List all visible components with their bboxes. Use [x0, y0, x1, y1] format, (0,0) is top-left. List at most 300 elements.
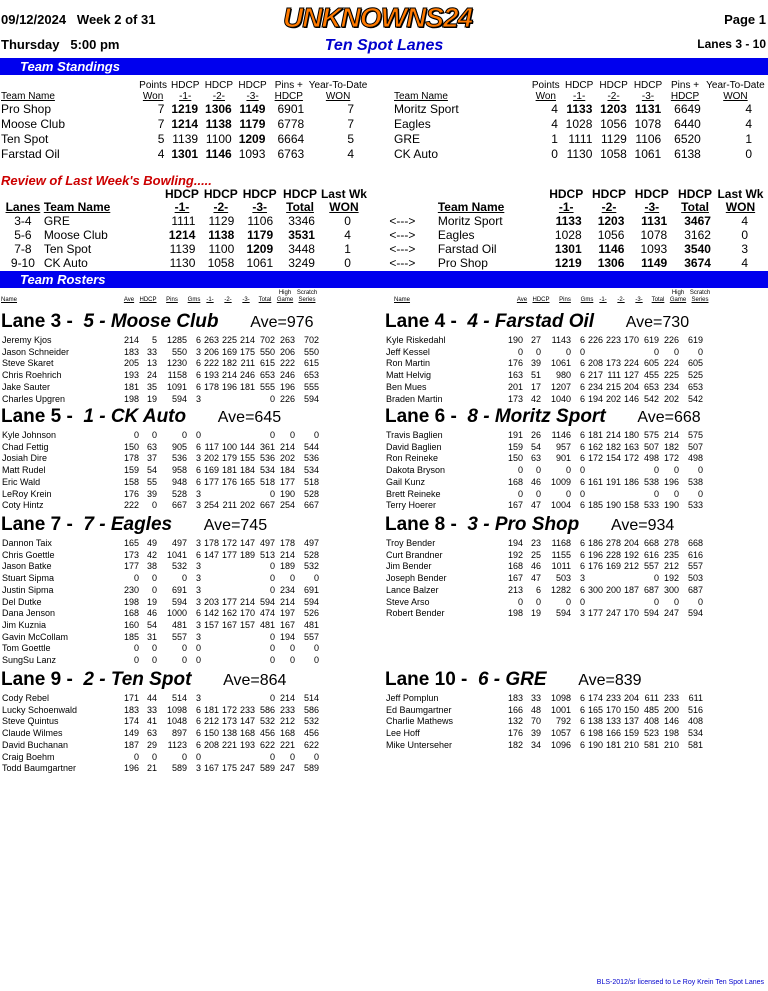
player-stat: 214 — [279, 549, 295, 560]
player-stat: 33 — [530, 693, 541, 703]
player-stat: 214 — [221, 370, 237, 381]
player-stat: 6 — [579, 476, 585, 487]
player-stat: 0 — [517, 596, 523, 607]
player-stat: 170 — [239, 608, 255, 619]
player-name: Lucky Schoenwald — [2, 704, 78, 715]
player-stat: 178 — [123, 453, 139, 464]
player-stat: 0 — [565, 346, 571, 357]
standings-row — [394, 147, 766, 162]
player-stat: 300 — [663, 584, 679, 595]
review-col-header: HDCP Total — [283, 187, 318, 214]
player-stat: 6 — [195, 358, 201, 369]
player-stat: 6 — [579, 584, 585, 595]
player-row — [1, 643, 319, 655]
player-stat — [603, 347, 621, 359]
standings-table-right — [394, 80, 766, 162]
player-stat: 3 — [195, 538, 201, 548]
player-stat: 44 — [146, 693, 157, 703]
player-stat: 653 — [303, 370, 319, 381]
player-stat: 0 — [517, 346, 523, 357]
player-stat — [621, 347, 639, 359]
player-name: Troy Bender — [386, 538, 436, 548]
player-stat: 117 — [204, 441, 219, 452]
player-row — [1, 489, 319, 501]
player-stat: 210 — [623, 739, 639, 750]
player-stat: 202 — [605, 393, 621, 404]
player-stat — [585, 489, 603, 501]
player-stat: 138 — [221, 728, 237, 739]
player-stat: 179 — [221, 453, 237, 464]
player-name: Gail Kunz — [386, 476, 426, 487]
player-stat: 485 — [643, 704, 659, 715]
player-stat: 1143 — [551, 335, 571, 345]
team-title: 6 - GRE — [477, 669, 547, 690]
player-stat — [201, 693, 219, 705]
player-stat: 6 — [195, 465, 201, 476]
player-row — [385, 358, 703, 370]
player-stat: 201 — [507, 381, 523, 392]
review-cell: <---> — [389, 242, 416, 256]
standings-col-header: HDCP -1- — [171, 80, 200, 102]
player-row — [1, 477, 319, 489]
player-stat: 498 — [687, 453, 703, 464]
player-stat: 189 — [279, 561, 295, 572]
player-stat: 456 — [259, 728, 275, 739]
player-name: Chris Goettle — [2, 549, 55, 560]
review-col-header: Team Name — [43, 200, 111, 214]
player-stat: 173 — [605, 358, 621, 369]
player-stat: 497 — [303, 538, 319, 548]
player-stat: 6 — [579, 393, 585, 404]
player-name: Chad Fettig — [2, 441, 49, 452]
player-stat: 557 — [171, 631, 187, 642]
player-stat: 594 — [303, 393, 319, 404]
team-name: CK Auto — [43, 256, 88, 270]
player-stat: 166 — [605, 728, 621, 739]
player-stat: 226 — [587, 335, 603, 345]
player-stat: 605 — [643, 358, 659, 369]
standings-row — [1, 147, 368, 162]
player-stat: 361 — [259, 441, 275, 452]
player-stat: 168 — [507, 561, 523, 572]
player-name: Kyle Riskedahl — [386, 335, 446, 345]
player-stat: 186 — [587, 538, 603, 548]
player-stat: 228 — [605, 549, 621, 560]
player-stat: 193 — [203, 370, 219, 381]
player-stat: 611 — [688, 693, 703, 703]
player-stat: 1001 — [550, 704, 571, 715]
player-name: Robert Bender — [386, 608, 445, 619]
roster-col-header: Scratch Series — [689, 290, 711, 303]
player-name: Tom Goettle — [2, 643, 51, 654]
review-row — [2, 256, 764, 270]
player-stat: 507 — [643, 441, 659, 452]
team-name: Moose Club — [1, 117, 66, 131]
player-stat: 536 — [171, 453, 187, 464]
player-stat — [219, 693, 237, 705]
player-stat: 63 — [530, 453, 541, 464]
player-stat: 246 — [279, 370, 295, 381]
roster-table — [1, 335, 319, 405]
roster-col-header: -2- — [224, 297, 232, 303]
player-stat: 177 — [203, 476, 219, 487]
player-stat: 214 — [605, 430, 621, 440]
player-stat — [585, 465, 603, 477]
player-stat: 957 — [555, 441, 571, 452]
roster-col-header: High Game — [276, 290, 294, 303]
player-stat: 3 — [195, 500, 201, 511]
player-stat: 202 — [279, 453, 295, 464]
player-stat: 615 — [303, 358, 319, 369]
player-stat: 6 — [579, 561, 585, 572]
player-stat: 192 — [623, 549, 639, 560]
player-stat: 202 — [663, 393, 679, 404]
player-stat — [237, 430, 255, 442]
player-name: Todd Baumgartner — [2, 763, 77, 774]
player-stat: 0 — [181, 655, 187, 666]
player-stat: 514 — [171, 693, 187, 703]
player-stat: 542 — [643, 393, 659, 404]
review-cell: 3-4 — [14, 214, 32, 228]
player-stat: 897 — [171, 728, 187, 739]
player-stat: 1096 — [550, 739, 571, 750]
player-stat: 6 — [579, 538, 585, 548]
player-name: Eric Wald — [2, 476, 41, 487]
player-stat: 158 — [123, 476, 139, 487]
player-row — [385, 453, 703, 465]
review-cell: 1179 — [247, 228, 274, 242]
player-stat: 182 — [663, 441, 679, 452]
player-stat: 589 — [171, 763, 187, 774]
standings-cell: 1058 — [600, 147, 627, 161]
player-stat: 3 — [195, 693, 201, 703]
player-stat: 3 — [579, 608, 585, 619]
player-stat: 133 — [605, 716, 621, 727]
standings-cell: 6520 — [674, 132, 701, 146]
player-stat: 0 — [535, 465, 541, 476]
player-stat: 193 — [123, 370, 139, 381]
player-stat: 687 — [687, 584, 703, 595]
player-stat: 182 — [221, 358, 237, 369]
player-stat: 528 — [303, 549, 319, 560]
player-stat: 1168 — [551, 538, 571, 548]
player-stat: 0 — [653, 346, 659, 357]
date-week — [1, 12, 155, 27]
player-row — [385, 585, 703, 597]
standings-col-header: Year-To-Date WON — [706, 80, 765, 102]
player-stat: 586 — [303, 704, 319, 715]
player-stat: 176 — [507, 728, 523, 739]
player-stat: 532 — [303, 716, 319, 727]
player-stat: 155 — [239, 453, 255, 464]
report-date: 09/12/2024 — [1, 12, 67, 27]
team-name: Pro Shop — [1, 102, 52, 116]
player-stat: 0 — [673, 465, 679, 476]
player-stat: 0 — [517, 465, 523, 476]
player-stat: 196 — [587, 549, 603, 560]
review-cell: 1209 — [246, 242, 274, 256]
player-stat: 154 — [605, 453, 621, 464]
player-stat: 481 — [259, 619, 275, 630]
player-stat: 6 — [579, 453, 585, 464]
player-stat: 19 — [146, 393, 157, 404]
standings-row — [1, 117, 368, 132]
player-stat: 0 — [313, 573, 319, 584]
player-stat: 0 — [269, 655, 275, 666]
player-stat — [237, 489, 255, 501]
player-row — [1, 561, 319, 573]
player-stat: 0 — [289, 643, 295, 654]
review-cell: 9-10 — [10, 256, 35, 270]
player-name: Steve Quintus — [2, 716, 59, 727]
player-stat: 176 — [507, 358, 523, 369]
player-stat: 177 — [221, 596, 237, 607]
player-stat: 691 — [171, 584, 187, 595]
standings-cell: 1306 — [205, 102, 232, 116]
player-stat: 175 — [239, 346, 255, 357]
player-name: Matt Helvig — [386, 370, 432, 381]
player-stat — [621, 465, 639, 477]
player-stat — [237, 573, 255, 585]
lane-heading — [1, 406, 281, 428]
standings-row — [1, 132, 368, 147]
player-stat: 0 — [313, 655, 319, 666]
player-stat: 190 — [663, 500, 679, 511]
player-name: Charlie Mathews — [386, 716, 454, 727]
player-stat: 132 — [507, 716, 523, 727]
review-cell: 3540 — [684, 242, 711, 256]
standings-col-header: HDCP -1- — [564, 80, 594, 102]
team-standings-bar: Team Standings — [0, 58, 768, 75]
standings-cell: 7 — [157, 102, 165, 116]
player-stat: 594 — [171, 596, 187, 607]
team-average: Ave=864 — [223, 672, 287, 689]
player-stat: 174 — [587, 693, 603, 703]
player-stat: 214 — [239, 596, 255, 607]
player-name: Matt Rudel — [2, 465, 46, 476]
team-name: Moritz Sport — [394, 102, 459, 116]
player-row — [1, 358, 319, 370]
player-stat: 455 — [643, 370, 659, 381]
player-stat: 1061 — [550, 358, 571, 369]
player-stat: 19 — [146, 596, 157, 607]
review-col-header: HDCP -3- — [634, 187, 669, 214]
player-stat: 0 — [313, 751, 319, 762]
player-row — [1, 465, 319, 477]
player-stat: 0 — [579, 596, 585, 607]
player-name: Curt Brandner — [386, 549, 443, 560]
player-name: Jim Kuznia — [2, 619, 47, 630]
player-name: Dana Jenson — [2, 608, 56, 619]
player-stat: 542 — [687, 393, 703, 404]
team-name: Ten Spot — [1, 132, 49, 146]
review-col-header: Last Wk WON — [717, 187, 764, 214]
player-stat: 39 — [530, 358, 541, 369]
player-stat: 533 — [643, 500, 659, 511]
player-stat: 157 — [203, 619, 219, 630]
player-name: Jason Schneider — [2, 346, 70, 357]
standings-cell: 1111 — [568, 132, 593, 146]
roster-col-header: Scratch Series — [296, 290, 318, 303]
player-stat: 192 — [663, 573, 679, 584]
player-name: Mike Unterseher — [386, 739, 453, 750]
player-stat: 174 — [123, 716, 139, 727]
player-stat: 165 — [587, 704, 603, 715]
player-stat: 187 — [623, 584, 639, 595]
player-stat: 213 — [507, 584, 523, 595]
review-cell: 3249 — [288, 256, 315, 270]
player-stat: 54 — [530, 441, 541, 452]
player-stat: 1057 — [550, 728, 571, 739]
player-stat: 38 — [146, 561, 157, 572]
player-stat: 6 — [195, 370, 201, 381]
player-name: Dannon Taix — [2, 538, 52, 548]
standings-cell: 1 — [745, 132, 752, 146]
player-stat: 0 — [195, 430, 201, 440]
player-stat: 498 — [643, 453, 659, 464]
player-stat: 54 — [146, 465, 157, 476]
player-stat — [201, 585, 219, 597]
review-col-header: HDCP -3- — [242, 187, 277, 214]
player-row — [1, 620, 319, 632]
player-stat: 263 — [203, 335, 219, 345]
player-row — [1, 632, 319, 644]
player-stat: 34 — [530, 739, 541, 750]
center-name: Ten Spot Lanes — [324, 37, 444, 54]
player-stat — [237, 561, 255, 573]
player-stat: 158 — [623, 500, 639, 511]
team-average: Ave=976 — [250, 314, 314, 331]
player-stat: 160 — [123, 619, 139, 630]
player-stat: 0 — [565, 488, 571, 499]
license-footer: BLS-2012/sr licensed to Le Roy Krein Ten Spot Lanes — [596, 979, 764, 986]
standings-cell: 1133 — [566, 102, 593, 116]
player-stat: 178 — [279, 538, 295, 548]
player-stat: 193 — [239, 739, 255, 750]
standings-cell: 1056 — [600, 117, 627, 131]
player-name: Lance Balzer — [386, 584, 439, 595]
player-stat: 31 — [146, 631, 157, 642]
standings-cell: 4 — [157, 147, 165, 161]
review-col-header: HDCP -1- — [549, 187, 584, 214]
player-stat: 147 — [239, 538, 255, 548]
player-stat: 169 — [221, 346, 237, 357]
day-time: Thursday 5:00 pm — [1, 37, 120, 52]
player-row — [1, 394, 319, 406]
player-stat: 6 — [579, 500, 585, 511]
player-stat: 622 — [259, 739, 275, 750]
review-cell: 3 — [741, 242, 748, 256]
team-title: 4 - Farstad Oil — [467, 311, 595, 332]
player-stat: 0 — [673, 596, 679, 607]
player-stat: 503 — [555, 573, 571, 584]
player-stat: 210 — [663, 739, 679, 750]
standings-cell: 1146 — [205, 147, 232, 161]
lane-heading — [1, 514, 267, 536]
standings-cell: 1219 — [171, 102, 199, 116]
player-row — [385, 465, 703, 477]
player-stat: 6 — [579, 739, 585, 750]
roster-col-headers — [1, 290, 319, 304]
player-stat: 163 — [623, 441, 639, 452]
player-name: Dakota Bryson — [386, 465, 446, 476]
player-stat — [201, 430, 219, 442]
standings-cell: 7 — [347, 117, 354, 131]
review-cell: 1056 — [597, 228, 625, 242]
standings-cell: 1130 — [566, 147, 593, 161]
review-cell: 1133 — [555, 214, 582, 228]
player-stat — [219, 489, 237, 501]
player-stat: 581 — [643, 739, 659, 750]
player-stat: 42 — [146, 549, 157, 560]
player-stat: 172 — [587, 453, 603, 464]
player-stat: 51 — [530, 370, 541, 381]
player-stat: 536 — [259, 453, 275, 464]
player-stat: 186 — [623, 476, 639, 487]
player-stat — [237, 752, 255, 764]
standings-cell: 1179 — [239, 117, 266, 131]
team-name: Eagles — [394, 117, 431, 131]
player-stat: 200 — [605, 584, 621, 595]
player-stat: 224 — [623, 358, 639, 369]
player-stat — [237, 632, 255, 644]
player-stat: 0 — [565, 465, 571, 476]
standings-row — [1, 102, 368, 117]
player-stat: 6 — [195, 441, 201, 452]
standings-cell: 1106 — [635, 132, 662, 146]
player-stat: 202 — [239, 500, 255, 511]
player-stat: 46 — [146, 608, 157, 619]
player-stat: 222 — [203, 358, 219, 369]
player-stat: 167 — [507, 500, 523, 511]
player-stat: 181 — [203, 704, 219, 715]
standings-cell: 1139 — [172, 132, 199, 146]
player-stat — [219, 752, 237, 764]
player-stat: 165 — [239, 476, 255, 487]
player-stat: 167 — [203, 763, 219, 774]
player-stat: 159 — [507, 441, 523, 452]
standings-row — [394, 117, 766, 132]
player-name: Steve Skaret — [2, 358, 54, 369]
player-stat: 948 — [171, 476, 187, 487]
player-stat: 1000 — [166, 608, 187, 619]
player-name: Jeremy Kjos — [2, 335, 52, 345]
player-stat: 3 — [195, 573, 201, 584]
player-stat: 144 — [239, 441, 255, 452]
player-stat — [201, 394, 219, 406]
player-stat: 1098 — [550, 693, 571, 703]
player-stat — [201, 561, 219, 573]
player-stat: 222 — [279, 358, 295, 369]
standings-cell: 1214 — [171, 117, 199, 131]
player-stat: 55 — [146, 476, 157, 487]
player-name: Steve Arso — [386, 596, 430, 607]
review-col-header: HDCP -2- — [592, 187, 627, 214]
player-stat: 173 — [123, 549, 139, 560]
player-stat: 557 — [687, 561, 703, 572]
player-stat: 0 — [269, 751, 275, 762]
player-stat: 170 — [605, 704, 621, 715]
lane-heading — [385, 311, 689, 333]
player-stat: 528 — [303, 488, 319, 499]
player-row — [1, 693, 319, 705]
player-stat: 191 — [507, 430, 523, 440]
standings-col-header: Pins + HDCP — [670, 80, 700, 102]
standings-cell: 1301 — [171, 147, 199, 161]
team-name: Moritz Sport — [437, 214, 503, 228]
player-stat: 0 — [133, 655, 139, 666]
team-title: 3 - Pro Shop — [467, 514, 580, 535]
